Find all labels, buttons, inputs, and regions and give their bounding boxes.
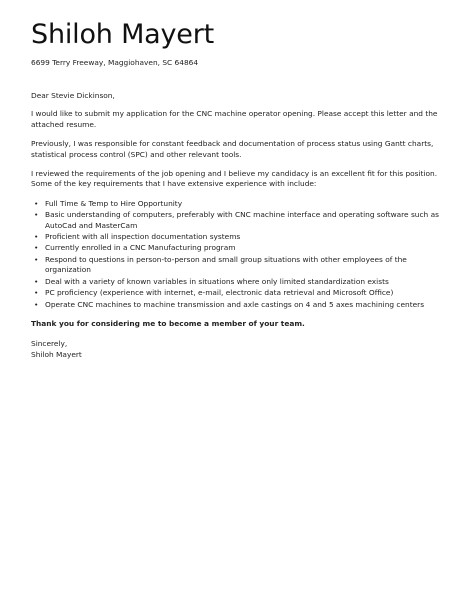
requirements-list	[31, 199, 447, 310]
paragraph-experience: Previously, I was responsible for constant feedback and documentation of process status using Gantt charts, statistical process control (SPC) and other relevant tools.	[31, 139, 434, 159]
list-item: • Deal with a variety of known variables in situations where only limited standardization exists	[42, 277, 447, 287]
list-item: • Currently enrolled in a CNC Manufacturing program	[42, 243, 447, 253]
thank-you-line: Thank you for considering me to become a member of your team.	[31, 318, 305, 328]
salutation: Dear Stevie Dickinson,	[31, 91, 115, 100]
applicant-address: 6699 Terry Freeway, Maggiohaven, SC 64864	[31, 58, 199, 67]
list-item: • PC proficiency (experience with internet, e-mail, electronic data retrieval and Microsoft Office)	[42, 288, 447, 298]
list-item: • Proficient with all inspection documentation systems	[42, 232, 447, 242]
applicant-name: Shiloh Mayert	[31, 19, 214, 50]
list-item: • Operate CNC machines to machine transmission and axle castings on 4 and 5 axes machining centers	[42, 300, 447, 310]
paragraph-intro: I would like to submit my application for the CNC machine operator opening. Please accept this letter and the attached resume.	[31, 109, 438, 129]
signature: Shiloh Mayert	[31, 349, 82, 359]
paragraph-requirements: I reviewed the requirements of the job opening and I believe my candidacy is an excellent fit for this position. Some of the key requirements that I have extensive experience with include:	[31, 169, 438, 189]
letter-body	[31, 91, 447, 360]
cover-letter	[31, 18, 447, 369]
list-item: • Full Time & Temp to Hire Opportunity	[42, 199, 447, 209]
list-item: • Basic understanding of computers, preferably with CNC machine interface and operating software such as AutoCad and MasterCam	[42, 210, 447, 231]
closing: Sincerely,	[31, 339, 68, 349]
list-item: • Respond to questions in person-to-person and small group situations with other employees of the organization	[42, 255, 447, 276]
